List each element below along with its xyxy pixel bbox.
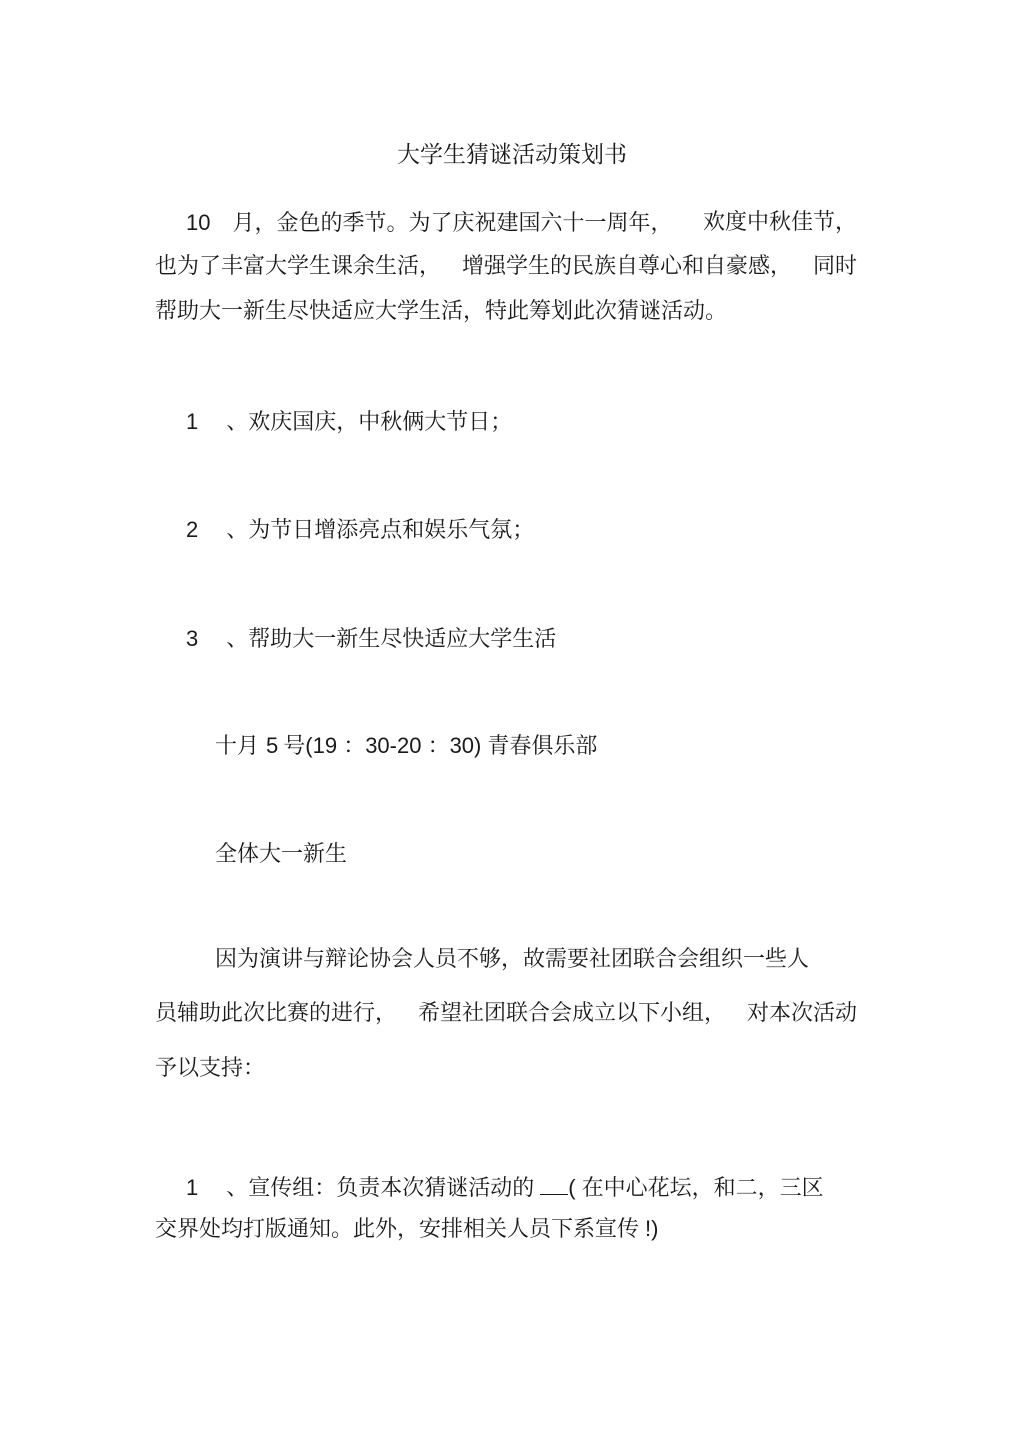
intro-line-3: 帮助大一新生尽快适应大学生活，特此筹划此次猜谜活动。 [155, 299, 728, 324]
group-item-line-1 [186, 1174, 824, 1202]
group-text-line-2: 交界处均打版通知。此外，安排相关人员下系宣传 [155, 1217, 640, 1242]
time-place-day: 5 [266, 733, 279, 758]
purpose-text: 、欢庆国庆，中秋俩大节日； [226, 410, 513, 435]
group-item-line-2 [155, 1216, 658, 1243]
group-text-c: 在中心花坛，和二，三区 [581, 1176, 824, 1201]
support-line-1: 因为演讲与辩论协会人员不够，故需要社团联合会组织一些人 [215, 947, 810, 972]
intro-line-2-text-b: 增强学生的民族自尊心和自豪感， [461, 254, 792, 279]
time-place-hours: (19 ：30-20 ：30) [305, 733, 482, 758]
intro-month-number: 10 [186, 210, 211, 235]
purpose-text: 、帮助大一新生尽快适应大学生活 [226, 627, 557, 652]
group-paren-open: ( [568, 1175, 576, 1200]
purpose-number: 1 [186, 409, 199, 434]
support-line-3: 予以支持： [155, 1056, 266, 1081]
purpose-number: 2 [186, 517, 199, 542]
document-title: 大学生猜谜活动策划书 [397, 142, 627, 168]
support-line-2-text-b: 希望社团联合会成立以下小组， [417, 1001, 726, 1026]
intro-line-1-text-a: 月，金色的季节。为了庆祝建国六十一周年， [232, 211, 673, 236]
intro-line-2-text-a: 也为了丰富大学生课余生活， [155, 254, 442, 279]
purpose-item [186, 517, 534, 544]
support-line-2-text-c: 对本次活动 [746, 1001, 857, 1026]
time-place-hao: 号 [283, 734, 306, 759]
time-place-venue: 青春俱乐部 [487, 734, 598, 759]
time-place [215, 733, 597, 760]
purpose-item [186, 409, 512, 436]
participants: 全体大一新生 [215, 842, 348, 867]
intro-line-2 [155, 254, 857, 280]
group-paren-close: !) [645, 1216, 659, 1241]
fill-in-blank [540, 1174, 568, 1195]
purpose-text: 、为节日增添亮点和娱乐气氛； [226, 518, 535, 543]
group-number: 1 [186, 1175, 199, 1200]
purpose-number: 3 [186, 626, 199, 651]
intro-line-1 [155, 210, 857, 237]
time-place-month: 十月 [215, 734, 260, 759]
purpose-item [186, 626, 556, 653]
intro-line-1-text-b: 欢度中秋佳节， [702, 210, 857, 235]
support-line-2 [155, 1001, 857, 1027]
intro-line-2-text-c: 同时 [812, 254, 857, 279]
group-text-a: 、宣传组：负责本次猜谜活动的 [226, 1176, 535, 1201]
support-line-2-text-a: 员辅助此次比赛的进行， [155, 1001, 398, 1026]
